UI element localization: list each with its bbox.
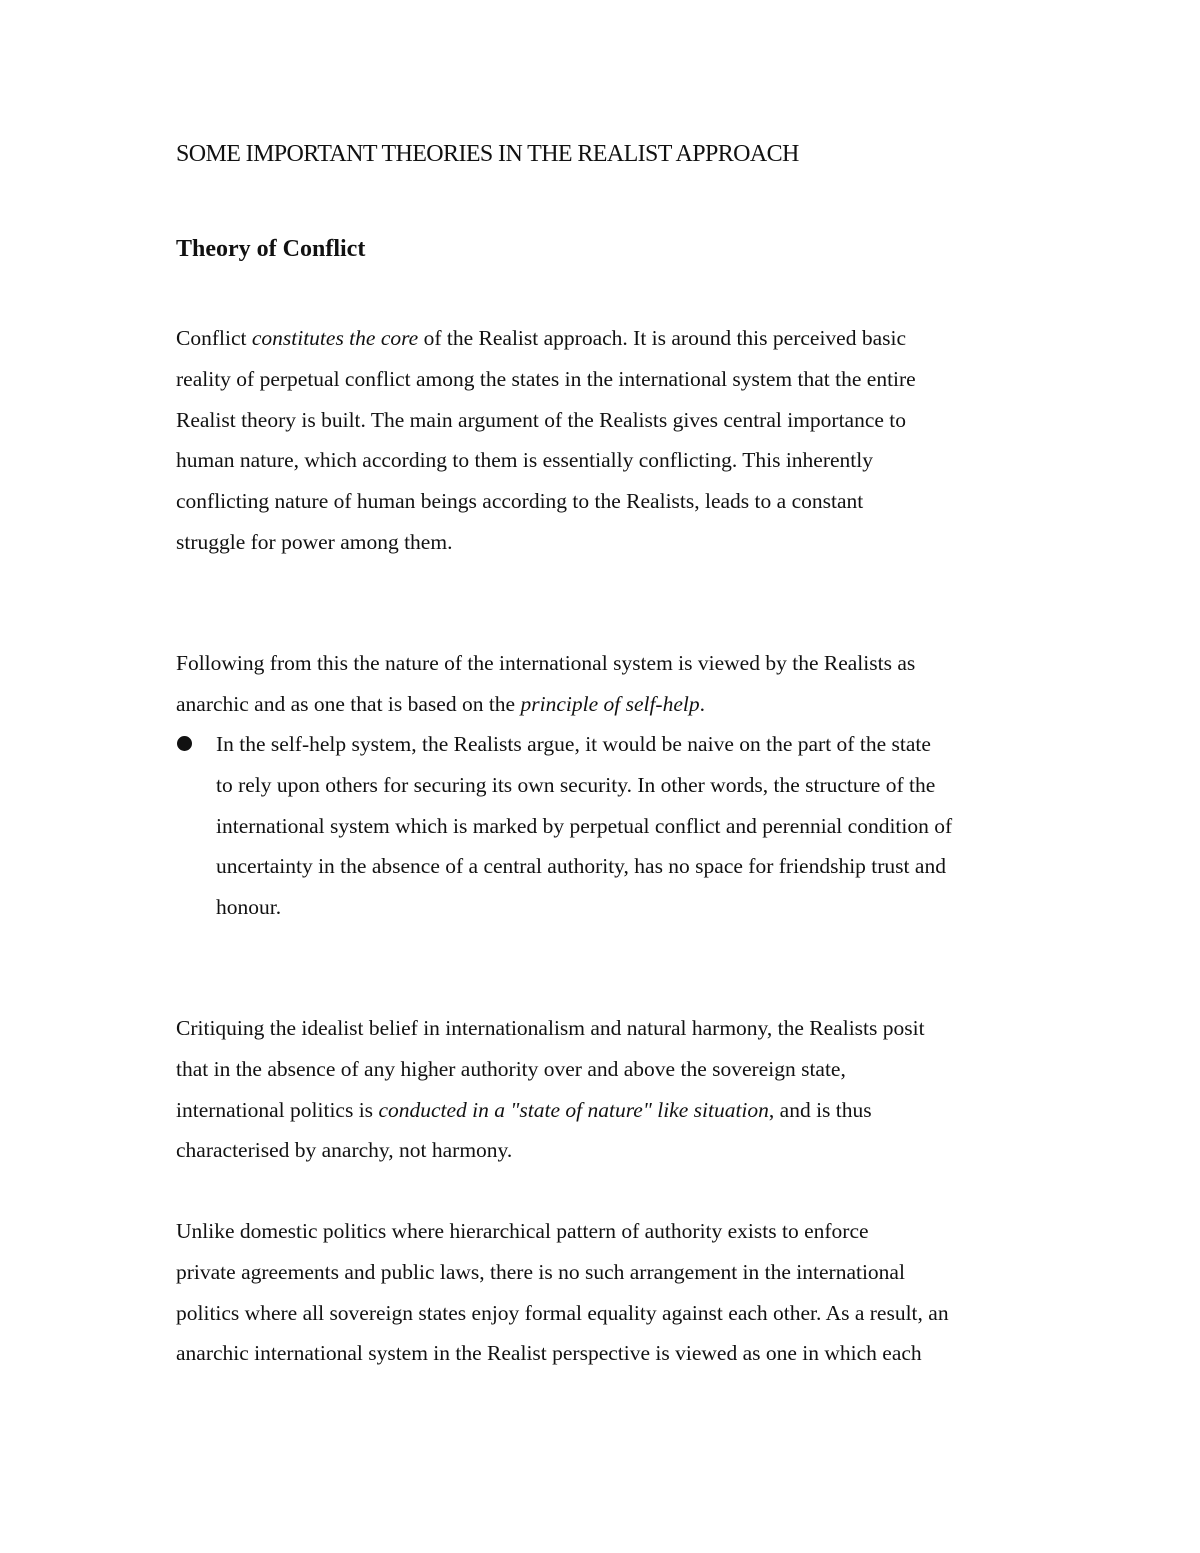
paragraph-line: Realist theory is built. The main argument of the Realists gives central importance to: [176, 407, 907, 432]
document-title: SOME IMPORTANT THEORIES IN THE REALIST APPROACH: [176, 141, 799, 167]
paragraph-line: that in the absence of any higher authority over and above the sovereign state,: [176, 1056, 846, 1081]
paragraph-line: Unlike domestic politics where hierarchical pattern of authority exists to enforce: [176, 1219, 869, 1243]
paragraph-line: Following from this the nature of the international system is viewed by the Realists as: [176, 651, 916, 675]
paragraph-line: conflicting nature of human beings according to the Realists, leads to a constant: [176, 489, 864, 514]
section-heading: Theory of Conflict: [176, 236, 366, 262]
paragraph-line: human nature, which according to them is essentially conflicting. This inherently: [176, 448, 873, 473]
paragraph-line: Critiquing the idealist belief in internationalism and natural harmony, the Realists posit: [176, 1016, 925, 1040]
italic-phrase: principle of self-help: [520, 691, 700, 716]
bullet-line: uncertainty in the absence of a central authority, has no space for friendship trust and: [216, 854, 946, 879]
paragraph-self-help: [176, 643, 1036, 725]
bullet-line: international system which is marked by perpetual conflict and perennial condition of: [216, 813, 953, 838]
paragraph-line: private agreements and public laws, there is no such arrangement in the international: [176, 1259, 905, 1284]
paragraph-line: international politics is conducted in a "state of nature" like situation, and is thus: [176, 1097, 872, 1122]
bullet-icon: [177, 736, 192, 751]
bullet-list: [176, 724, 1036, 928]
paragraph-line: characterised by anarchy, not harmony.: [176, 1138, 513, 1163]
paragraph-line: Conflict constitutes the core of the Realist approach. It is around this perceived basic: [176, 326, 907, 350]
paragraph-line: struggle for power among them.: [176, 529, 453, 554]
list-item: [176, 724, 1036, 928]
paragraph-line: anarchic and as one that is based on the principle of self-help.: [176, 691, 705, 716]
paragraph-domestic-politics: [176, 1211, 1036, 1374]
italic-phrase: constitutes the core: [251, 326, 419, 350]
paragraph-conflict-core: [176, 318, 1036, 563]
bullet-line: In the self-help system, the Realists argue, it would be naive on the part of the state: [216, 732, 931, 756]
bullet-line: to rely upon others for securing its own security. In other words, the structure of the: [216, 772, 936, 797]
italic-phrase: conducted in a "state of nature" like situation: [378, 1097, 769, 1122]
paragraph-state-of-nature: [176, 1008, 1036, 1171]
paragraph-line: reality of perpetual conflict among the states in the international system that the entire: [176, 366, 916, 391]
bullet-line: honour.: [216, 895, 282, 920]
paragraph-line: politics where all sovereign states enjoy formal equality against each other. As a result, an: [176, 1300, 949, 1325]
paragraph-line: anarchic international system in the Realist perspective is viewed as one in which each: [176, 1341, 922, 1366]
